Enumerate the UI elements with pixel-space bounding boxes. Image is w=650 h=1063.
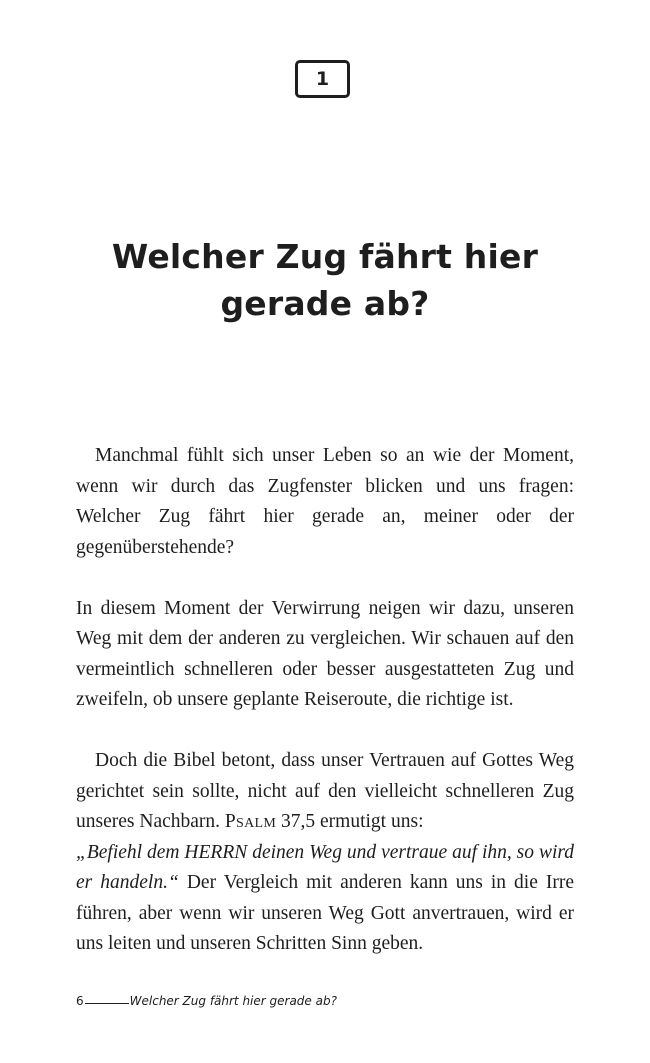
paragraph-3-lead: ermutigt uns:	[320, 811, 424, 832]
bible-verse-reference: 37,5	[281, 811, 316, 832]
chapter-title: Welcher Zug fährt hier gerade ab?	[111, 237, 539, 323]
bible-book-reference: Psalm	[224, 811, 277, 832]
paragraph-3-conclusion: Der Vergleich mit anderen kann uns in die Irre führen, aber wenn wir unseren Weg Gott anvertrauen, wird er uns leiten und unseren Schritten Sinn geben.	[76, 872, 575, 954]
paragraph-3-intro: Doch die Bibel betont, dass unser Vertrauen auf Gottes Weg gerichtet sein sollte, nicht auf den vielleicht schnelleren Zug unseres Nachbarn.	[76, 750, 574, 832]
running-title: Welcher Zug fährt hier gerade ab?	[129, 994, 337, 1008]
page-number: 6	[76, 994, 84, 1008]
chapter-number: 1	[315, 68, 330, 90]
paragraph-2: In diesem Moment der Verwirrung neigen wir dazu, unseren Weg mit dem der anderen zu vergleichen. Wir schauen auf den vermeintlich schnelleren oder besser ausgestatteten Zug und zweifeln, ob unsere geplante Reiseroute, die richtige ist.	[76, 597, 574, 710]
body-text	[76, 441, 574, 960]
bible-quote: „Befiehl dem HERRN deinen Weg und vertraue auf ihn, so wird er handeln.“	[76, 841, 574, 893]
paragraph-gap	[76, 563, 574, 594]
chapter-number-box	[295, 60, 350, 98]
paragraph-gap	[76, 716, 574, 747]
paragraph-3	[76, 746, 574, 960]
footer-rule	[85, 1003, 129, 1004]
page-footer	[76, 994, 337, 1008]
paragraph-1: Manchmal fühlt sich unser Leben so an wie der Moment, wenn wir durch das Zugfenster blicken und uns fragen: Welcher Zug fährt hier gerade an, meiner oder der gegenüberstehende?	[76, 445, 574, 558]
